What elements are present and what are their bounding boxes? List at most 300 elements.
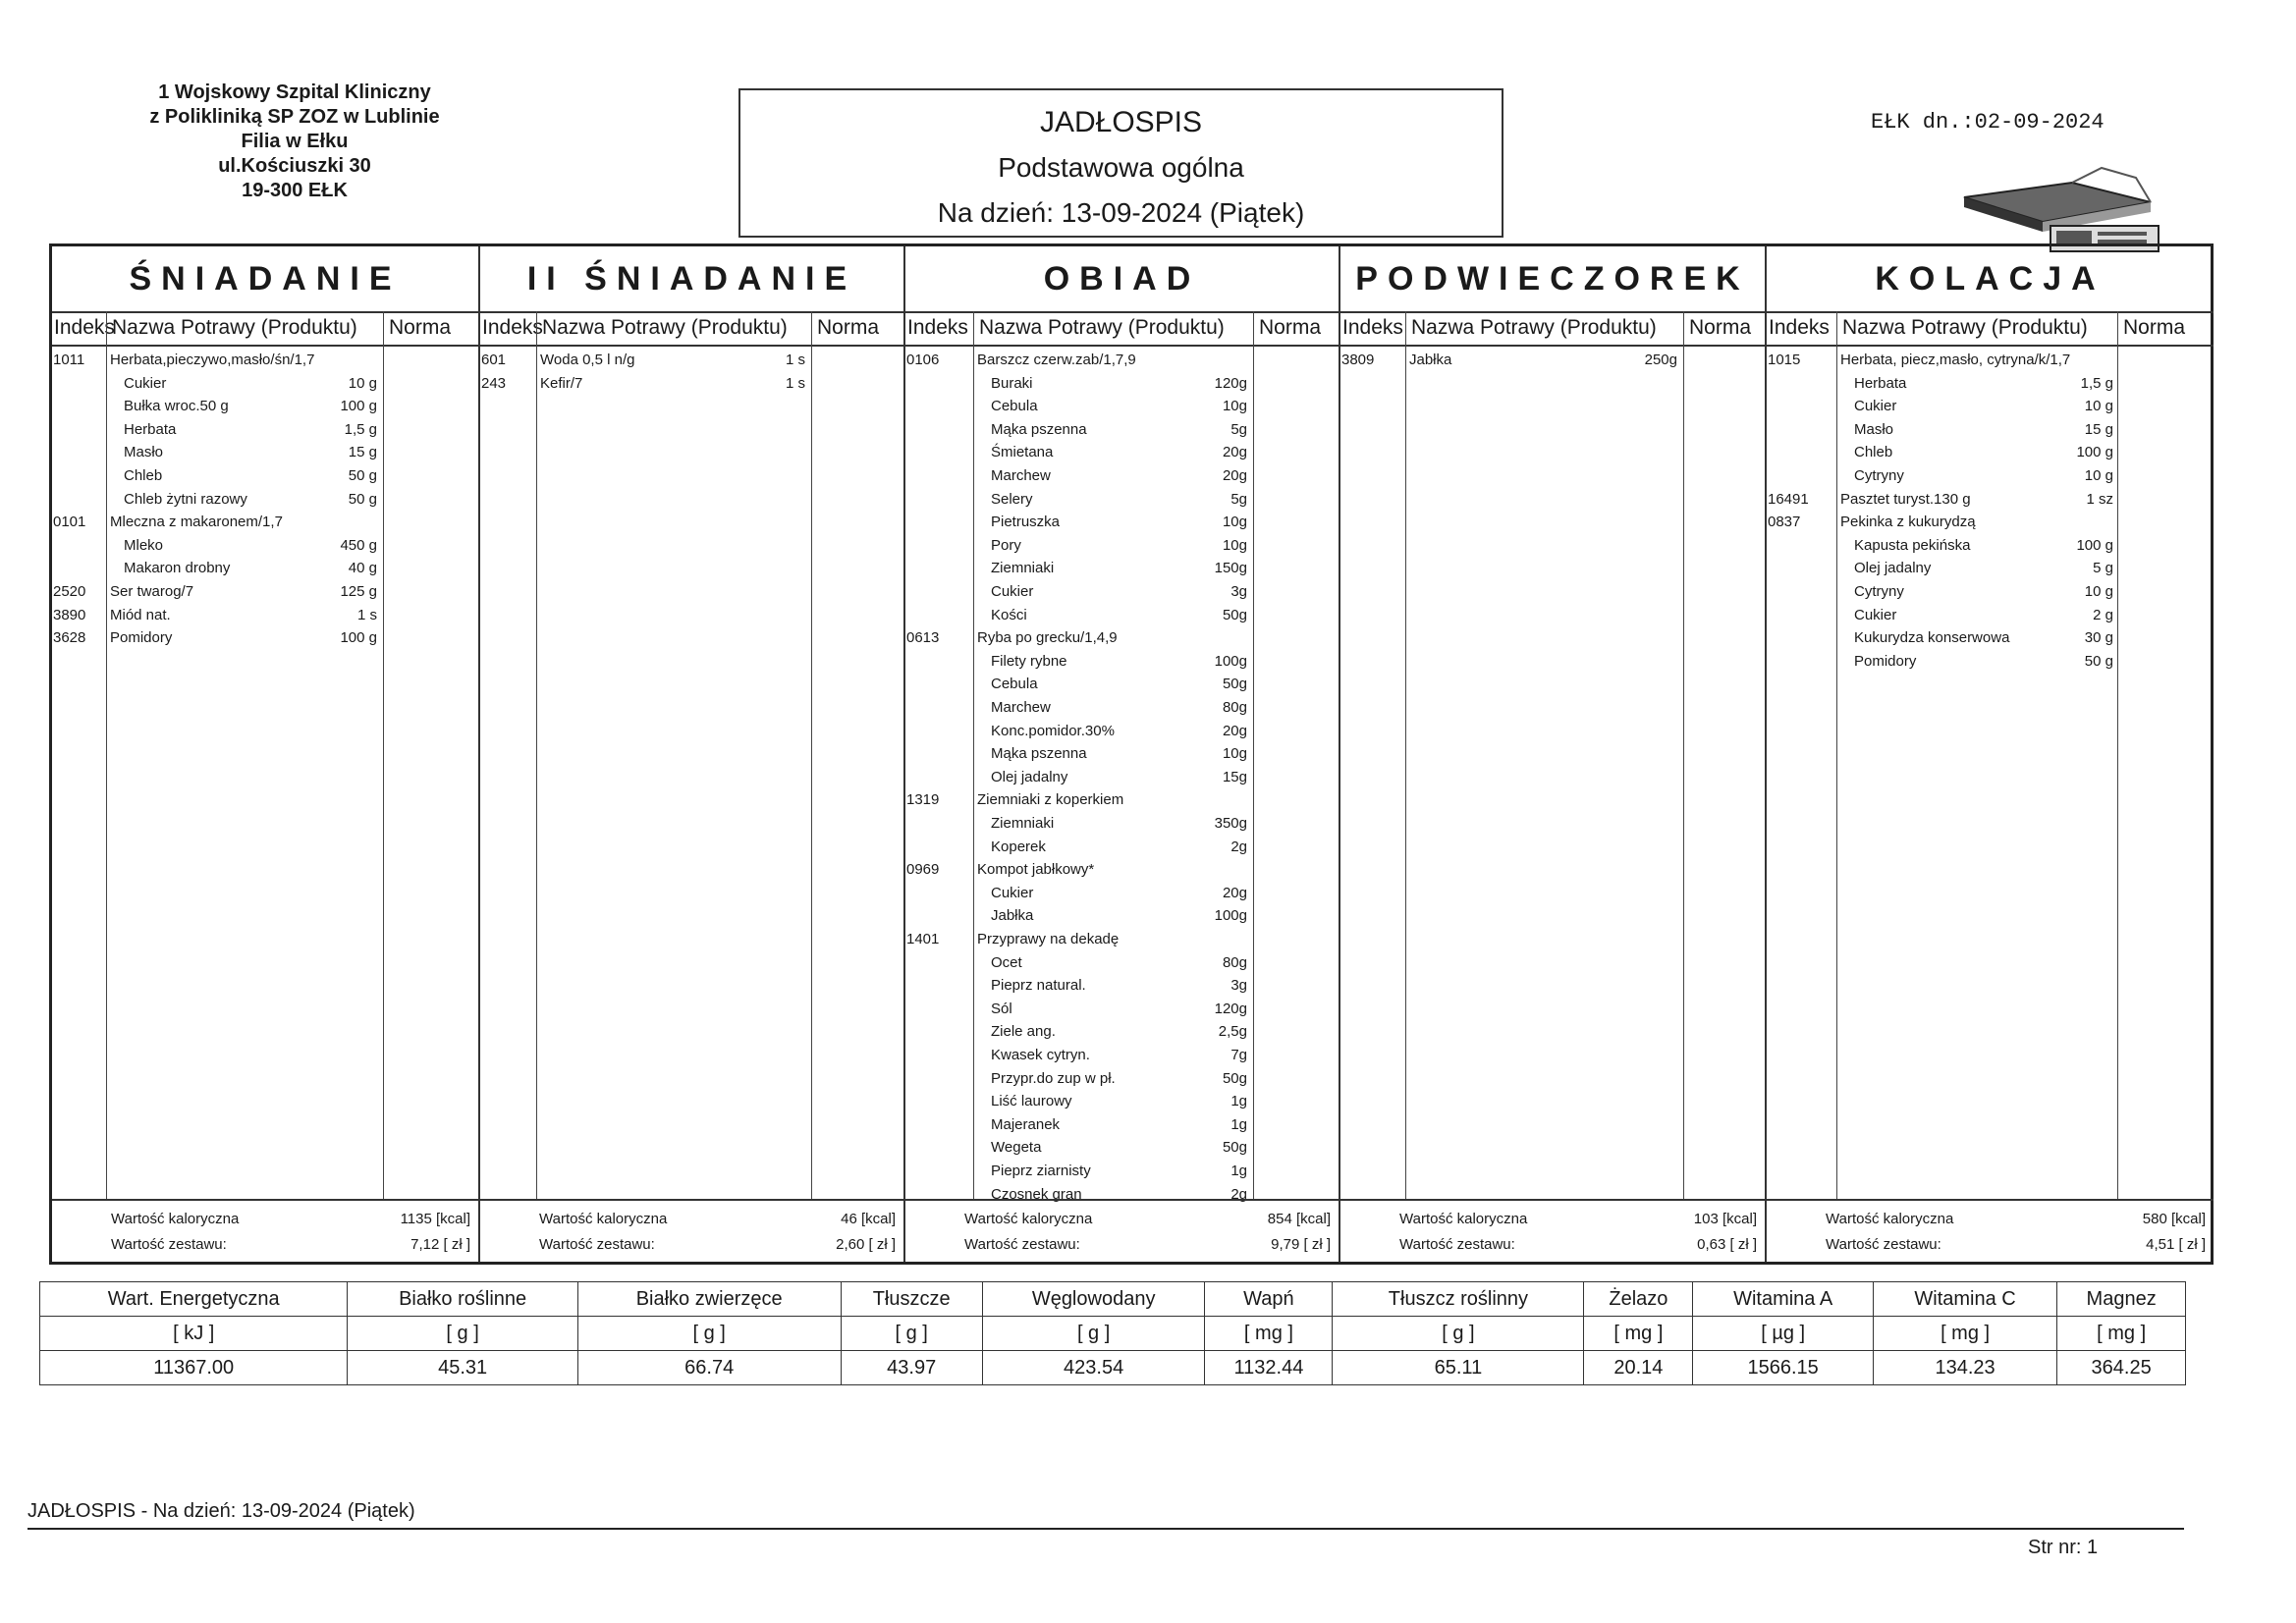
page-subtitle: Podstawowa ogólna [998, 152, 1244, 183]
item-name: Pomidory [1854, 652, 1917, 670]
menu-item-row [905, 1067, 1339, 1090]
menu-item-row [905, 974, 1339, 997]
item-name: Pietruszka [991, 514, 1061, 531]
menu-item-row [905, 904, 1339, 927]
meal-summary [1340, 1199, 1765, 1262]
item-name: Kwasek cytryn. [991, 1047, 1090, 1063]
menu-item-row [52, 464, 478, 487]
item-name: Filety rybne [991, 652, 1067, 670]
item-norm: 1 s [785, 352, 805, 368]
item-index: 1011 [53, 352, 85, 368]
menu-item-row [905, 418, 1339, 441]
menu-item-row [905, 882, 1339, 904]
nutrition-units-row [40, 1317, 2186, 1351]
item-index: 1401 [906, 931, 940, 947]
menu-item-row [905, 534, 1339, 557]
menu-item-row [52, 580, 478, 603]
item-norm: 50 g [348, 490, 377, 508]
norm-header: Norma [817, 316, 880, 339]
item-name: Ziemniaki [991, 560, 1055, 577]
menu-item-row [905, 650, 1339, 673]
menu-item-row [905, 928, 1339, 950]
menu-item-row [905, 1160, 1339, 1182]
item-norm: 1,5 g [2080, 374, 2113, 392]
item-name: Cukier [991, 583, 1034, 600]
item-norm: 1g [1230, 1093, 1247, 1110]
item-index: 3628 [53, 629, 86, 647]
menu-item-row [52, 534, 478, 557]
item-name: Mąka pszenna [991, 745, 1087, 763]
item-norm: 100 g [340, 629, 377, 647]
kcal-value: 580 [kcal] [2142, 1211, 2206, 1227]
item-norm: 10 g [2084, 467, 2113, 484]
meal-title: PODWIECZOREK [1340, 246, 1765, 313]
item-name: Woda 0,5 l n/g [540, 352, 635, 368]
item-norm: 120g [1214, 1000, 1247, 1017]
menu-item-row [905, 1090, 1339, 1112]
nutrient-label: Wart. Energetyczna [40, 1282, 348, 1317]
nutrient-unit: [ kJ ] [40, 1317, 348, 1351]
item-norm: 450 g [340, 536, 377, 554]
index-header: Indeks [1342, 316, 1403, 339]
item-index: 3890 [53, 606, 86, 623]
kcal-label: Wartość kaloryczna [1826, 1211, 1954, 1227]
item-name: Wegeta [991, 1139, 1042, 1157]
item-name: Cukier [1854, 606, 1897, 623]
nutrient-label: Białko zwierzęce [577, 1282, 841, 1317]
item-norm: 1 s [785, 374, 805, 392]
item-norm: 3g [1230, 977, 1247, 995]
item-norm: 15g [1222, 768, 1247, 785]
item-index: 2520 [53, 583, 86, 600]
menu-item-row [1767, 372, 2214, 395]
nutrient-value: 66.74 [577, 1351, 841, 1385]
nutrition-table [39, 1281, 2186, 1385]
item-index: 0613 [906, 629, 940, 647]
menu-item-row [52, 372, 478, 395]
set-label: Wartość zestawu: [1399, 1236, 1515, 1253]
nutrient-unit: [ mg ] [1873, 1317, 2056, 1351]
item-norm: 10g [1222, 536, 1247, 554]
item-name: Cytryny [1854, 467, 1904, 484]
item-name: Śmietana [991, 444, 1054, 461]
nutrient-label: Tłuszcze [841, 1282, 982, 1317]
item-norm: 7g [1230, 1047, 1247, 1063]
item-norm: 2 g [2093, 606, 2113, 623]
menu-item-row [905, 836, 1339, 858]
menu-item-row [905, 720, 1339, 742]
item-name: Cukier [991, 884, 1034, 901]
nutrient-unit: [ mg ] [2057, 1317, 2186, 1351]
item-index: 0837 [1768, 514, 1801, 531]
nutrient-unit: [ g ] [577, 1317, 841, 1351]
item-name: Czosnek gran [991, 1185, 1082, 1203]
menu-item-row [905, 673, 1339, 695]
name-header: Nazwa Potrawy (Produktu) [112, 316, 357, 339]
item-norm: 250g [1644, 352, 1677, 368]
column-headers [1340, 311, 1765, 347]
kcal-value: 103 [kcal] [1693, 1211, 1757, 1227]
column-divider [811, 311, 812, 1201]
menu-item-row [1767, 349, 2214, 371]
item-name: Ziele ang. [991, 1023, 1056, 1041]
menu-item-row [1767, 464, 2214, 487]
item-name: Chleb [1854, 444, 1893, 461]
item-name: Kukurydza konserwowa [1854, 629, 2010, 647]
item-name: Jabłka [1409, 352, 1452, 368]
item-norm: 1g [1230, 1115, 1247, 1133]
nutrient-unit: [ g ] [348, 1317, 577, 1351]
item-norm: 5g [1230, 420, 1247, 438]
set-value: 0,63 [ zł ] [1697, 1236, 1757, 1253]
menu-item-row [905, 580, 1339, 603]
item-name: Kompot jabłkowy* [977, 861, 1095, 879]
menu-item-row [905, 812, 1339, 835]
item-name: Makaron drobny [124, 560, 231, 577]
item-norm: 5g [1230, 490, 1247, 508]
kcal-label: Wartość kaloryczna [1399, 1211, 1528, 1227]
item-norm: 20g [1222, 722, 1247, 739]
name-header: Nazwa Potrawy (Produktu) [1842, 316, 2088, 339]
set-value: 7,12 [ zł ] [410, 1236, 470, 1253]
menu-item-row [1767, 441, 2214, 463]
nutrient-label: Wapń [1205, 1282, 1333, 1317]
nutrient-label: Witamina C [1873, 1282, 2056, 1317]
item-name: Ziemniaki z koperkiem [977, 791, 1124, 809]
set-label: Wartość zestawu: [111, 1236, 227, 1253]
item-name: Koperek [991, 838, 1046, 855]
menu-item-row [905, 998, 1339, 1020]
hospital-line: 1 Wojskowy Szpital Kliniczny [158, 81, 431, 103]
item-name: Selery [991, 490, 1033, 508]
set-label: Wartość zestawu: [964, 1236, 1080, 1253]
meal-summary [52, 1199, 478, 1262]
nutrient-unit: [ g ] [982, 1317, 1205, 1351]
item-norm: 10g [1222, 398, 1247, 415]
item-name: Herbata [1854, 374, 1907, 392]
item-name: Liść laurowy [991, 1093, 1072, 1110]
menu-item-row [1767, 418, 2214, 441]
item-name: Cebula [991, 398, 1038, 415]
item-norm: 120g [1214, 374, 1247, 392]
item-index: 0101 [53, 514, 86, 531]
item-norm: 2g [1230, 1185, 1247, 1203]
nutrient-value: 11367.00 [40, 1351, 348, 1385]
item-name: Pasztet turyst.130 g [1840, 490, 1971, 508]
item-norm: 1 s [356, 606, 377, 623]
nutrient-label: Tłuszcz roślinny [1333, 1282, 1584, 1317]
item-index: 601 [481, 352, 507, 368]
item-name: Masło [1854, 420, 1894, 438]
item-norm: 20g [1222, 884, 1247, 901]
meal-title: OBIAD [905, 246, 1339, 313]
menu-item-row [52, 626, 478, 649]
item-norm: 30 g [2084, 629, 2113, 647]
item-norm: 3g [1230, 583, 1247, 600]
item-norm: 50g [1222, 1139, 1247, 1157]
set-value: 2,60 [ zł ] [836, 1236, 896, 1253]
kcal-label: Wartość kaloryczna [539, 1211, 668, 1227]
menu-item-row [52, 441, 478, 463]
item-name: Herbata,pieczywo,masło/śn/1,7 [110, 352, 315, 368]
menu-item-row [52, 511, 478, 533]
menu-item-row [52, 395, 478, 417]
menu-item-row [1767, 557, 2214, 579]
nutrient-value: 134.23 [1873, 1351, 2056, 1385]
title-box [738, 88, 1503, 238]
nutrient-label: Witamina A [1693, 1282, 1873, 1317]
item-norm: 100 g [2076, 444, 2113, 461]
menu-item-row [480, 349, 903, 371]
column-headers [480, 311, 903, 347]
nutrient-value: 20.14 [1584, 1351, 1693, 1385]
norm-header: Norma [1689, 316, 1752, 339]
column-divider [536, 311, 537, 1201]
item-name: Marchew [991, 467, 1051, 484]
nutrient-value: 1566.15 [1693, 1351, 1873, 1385]
item-name: Przyprawy na dekadę [977, 931, 1120, 947]
nutrient-label: Żelazo [1584, 1282, 1693, 1317]
norm-header: Norma [389, 316, 452, 339]
nutrient-value: 43.97 [841, 1351, 982, 1385]
menu-item-row [905, 557, 1339, 579]
item-norm: 10 g [348, 374, 377, 392]
item-name: Mleczna z makaronem/1,7 [110, 514, 283, 531]
column-divider [1405, 311, 1406, 1201]
meal-title: KOLACJA [1767, 246, 2214, 313]
item-index: 16491 [1768, 490, 1809, 508]
menu-item-row [1767, 650, 2214, 673]
menu-item-row [1767, 395, 2214, 417]
item-norm: 100g [1214, 652, 1247, 670]
meal-column [52, 246, 480, 1262]
item-name: Herbata [124, 420, 177, 438]
item-name: Kapusta pekińska [1854, 536, 1971, 554]
hospital-line: z Polikliniką SP ZOZ w Lublinie [149, 106, 440, 128]
item-name: Herbata, piecz,masło, cytryna/k/1,7 [1840, 352, 2071, 368]
item-norm: 1,5 g [344, 420, 377, 438]
item-name: Barszcz czerw.zab/1,7,9 [977, 352, 1136, 368]
item-norm: 50g [1222, 1069, 1247, 1087]
menu-item-row [905, 766, 1339, 788]
nutrient-unit: [ g ] [841, 1317, 982, 1351]
item-name: Sól [991, 1000, 1012, 1017]
item-name: Pekinka z kukurydzą [1840, 514, 1976, 531]
item-norm: 15 g [348, 444, 377, 461]
item-norm: 50g [1222, 676, 1247, 693]
column-headers [905, 311, 1339, 347]
item-name: Marchew [991, 699, 1051, 716]
meal-summary [480, 1199, 903, 1262]
menu-item-row [905, 488, 1339, 511]
item-name: Cukier [1854, 398, 1897, 415]
menu-item-row [480, 372, 903, 395]
column-headers [1767, 311, 2214, 347]
column-divider [1683, 311, 1684, 1201]
item-norm: 80g [1222, 699, 1247, 716]
meal-title: ŚNIADANIE [52, 246, 478, 313]
item-norm: 1g [1230, 1163, 1247, 1179]
menu-table [49, 243, 2214, 1265]
menu-item-row [1767, 604, 2214, 626]
kcal-value: 1135 [kcal] [400, 1211, 470, 1227]
nutrient-label: Białko roślinne [348, 1282, 577, 1317]
item-index: 0969 [906, 861, 940, 879]
set-label: Wartość zestawu: [1826, 1236, 1941, 1253]
menu-item-row [52, 349, 478, 371]
index-header: Indeks [54, 316, 115, 339]
item-name: Olej jadalny [1854, 560, 1932, 577]
nutrition-values-row [40, 1351, 2186, 1385]
column-headers [52, 311, 478, 347]
item-name: Majeranek [991, 1115, 1061, 1133]
item-name: Pory [991, 536, 1021, 554]
nutrient-value: 45.31 [348, 1351, 577, 1385]
set-value: 4,51 [ zł ] [2146, 1236, 2206, 1253]
hospital-line: Filia w Ełku [241, 131, 349, 152]
item-name: Jabłka [991, 907, 1034, 925]
meal-title: II ŚNIADANIE [480, 246, 903, 313]
item-name: Cytryny [1854, 583, 1904, 600]
item-norm: 350g [1214, 815, 1247, 832]
item-name: Ocet [991, 953, 1022, 971]
item-norm: 2,5g [1218, 1023, 1247, 1041]
nutrient-value: 1132.44 [1205, 1351, 1333, 1385]
menu-item-row [1767, 511, 2214, 533]
item-name: Olej jadalny [991, 768, 1068, 785]
item-norm: 20g [1222, 444, 1247, 461]
menu-item-row [905, 742, 1339, 765]
item-norm: 50 g [2084, 652, 2113, 670]
item-norm: 80g [1222, 953, 1247, 971]
nutrient-label: Magnez [2057, 1282, 2186, 1317]
item-name: Ziemniaki [991, 815, 1055, 832]
kcal-value: 854 [kcal] [1267, 1211, 1331, 1227]
item-name: Miód nat. [110, 606, 171, 623]
item-norm: 2g [1230, 838, 1247, 855]
item-norm: 20g [1222, 467, 1247, 484]
index-header: Indeks [482, 316, 543, 339]
menu-item-row [905, 441, 1339, 463]
menu-item-row [905, 1044, 1339, 1066]
item-name: Ryba po grecku/1,4,9 [977, 629, 1118, 647]
item-name: Buraki [991, 374, 1033, 392]
hospital-line: ul.Kościuszki 30 [218, 155, 371, 177]
item-index: 1319 [906, 791, 940, 809]
item-index: 1015 [1768, 352, 1801, 368]
item-norm: 125 g [340, 583, 377, 600]
index-header: Indeks [1769, 316, 1830, 339]
page-title: JADŁOSPIS [1039, 106, 1203, 138]
name-header: Nazwa Potrawy (Produktu) [542, 316, 788, 339]
hospital-line: 19-300 EŁK [242, 180, 348, 201]
item-name: Chleb [124, 467, 163, 484]
kcal-label: Wartość kaloryczna [111, 1211, 240, 1227]
meal-summary [905, 1199, 1339, 1262]
menu-item-row [905, 372, 1339, 395]
nutrient-value: 423.54 [982, 1351, 1205, 1385]
meal-column [1340, 246, 1767, 1262]
item-norm: 1 sz [2086, 490, 2113, 508]
item-norm: 50 g [348, 467, 377, 484]
menu-item-row [905, 696, 1339, 719]
menu-item-row [1767, 534, 2214, 557]
menu-item-row [905, 464, 1339, 487]
index-header: Indeks [907, 316, 968, 339]
item-name: Ser twarog/7 [110, 583, 194, 600]
menu-item-row [1767, 580, 2214, 603]
item-norm: 150g [1214, 560, 1247, 577]
item-norm: 5 g [2093, 560, 2113, 577]
footer-left: JADŁOSPIS - Na dzień: 13-09-2024 (Piątek) [27, 1500, 415, 1522]
item-norm: 50g [1222, 606, 1247, 623]
nutrient-unit: [ µg ] [1693, 1317, 1873, 1351]
item-index: 3809 [1341, 352, 1375, 368]
nutrient-value: 364.25 [2057, 1351, 2186, 1385]
nutrient-value: 65.11 [1333, 1351, 1584, 1385]
item-name: Masło [124, 444, 164, 461]
item-norm: 10 g [2084, 398, 2113, 415]
item-name: Pomidory [110, 629, 173, 647]
nutrient-label: Węglowodany [982, 1282, 1205, 1317]
item-norm: 100 g [2076, 536, 2113, 554]
nutrition-labels-row [40, 1282, 2186, 1317]
item-norm: 100g [1214, 907, 1247, 925]
hospital-address [98, 81, 491, 203]
menu-item-row [905, 1136, 1339, 1159]
nutrient-unit: [ mg ] [1205, 1317, 1333, 1351]
norm-header: Norma [1259, 316, 1322, 339]
item-index: 243 [481, 374, 507, 392]
menu-item-row [905, 858, 1339, 881]
item-name: Cebula [991, 676, 1038, 693]
meal-column [480, 246, 905, 1262]
menu-item-row [905, 788, 1339, 811]
menu-item-row [905, 604, 1339, 626]
item-norm: 10 g [2084, 583, 2113, 600]
item-name: Chleb żytni razowy [124, 490, 247, 508]
item-index: 0106 [906, 352, 940, 368]
meal-column [905, 246, 1340, 1262]
name-header: Nazwa Potrawy (Produktu) [979, 316, 1225, 339]
menu-date: Na dzień: 13-09-2024 (Piątek) [937, 197, 1305, 228]
issue-date: EŁK dn.:02-09-2024 [1871, 110, 2105, 135]
nutrient-unit: [ g ] [1333, 1317, 1584, 1351]
item-norm: 10g [1222, 745, 1247, 763]
meal-column [1767, 246, 2214, 1262]
nutrient-unit: [ mg ] [1584, 1317, 1693, 1351]
menu-item-row [52, 488, 478, 511]
item-name: Bułka wroc.50 g [124, 398, 229, 415]
menu-item-row [905, 951, 1339, 974]
item-name: Mąka pszenna [991, 420, 1087, 438]
item-norm: 100 g [340, 398, 377, 415]
name-header: Nazwa Potrawy (Produktu) [1411, 316, 1657, 339]
item-name: Mleko [124, 536, 164, 554]
meal-summary [1767, 1199, 2214, 1262]
item-norm: 15 g [2084, 420, 2113, 438]
menu-item-row [905, 349, 1339, 371]
menu-item-row [905, 626, 1339, 649]
menu-item-row [1767, 488, 2214, 511]
kcal-label: Wartość kaloryczna [964, 1211, 1093, 1227]
set-value: 9,79 [ zł ] [1271, 1236, 1331, 1253]
footer-divider [27, 1528, 2184, 1530]
menu-item-row [1340, 349, 1765, 371]
kcal-value: 46 [kcal] [841, 1211, 896, 1227]
item-name: Cukier [124, 374, 167, 392]
item-name: Konc.pomidor.30% [991, 722, 1115, 739]
